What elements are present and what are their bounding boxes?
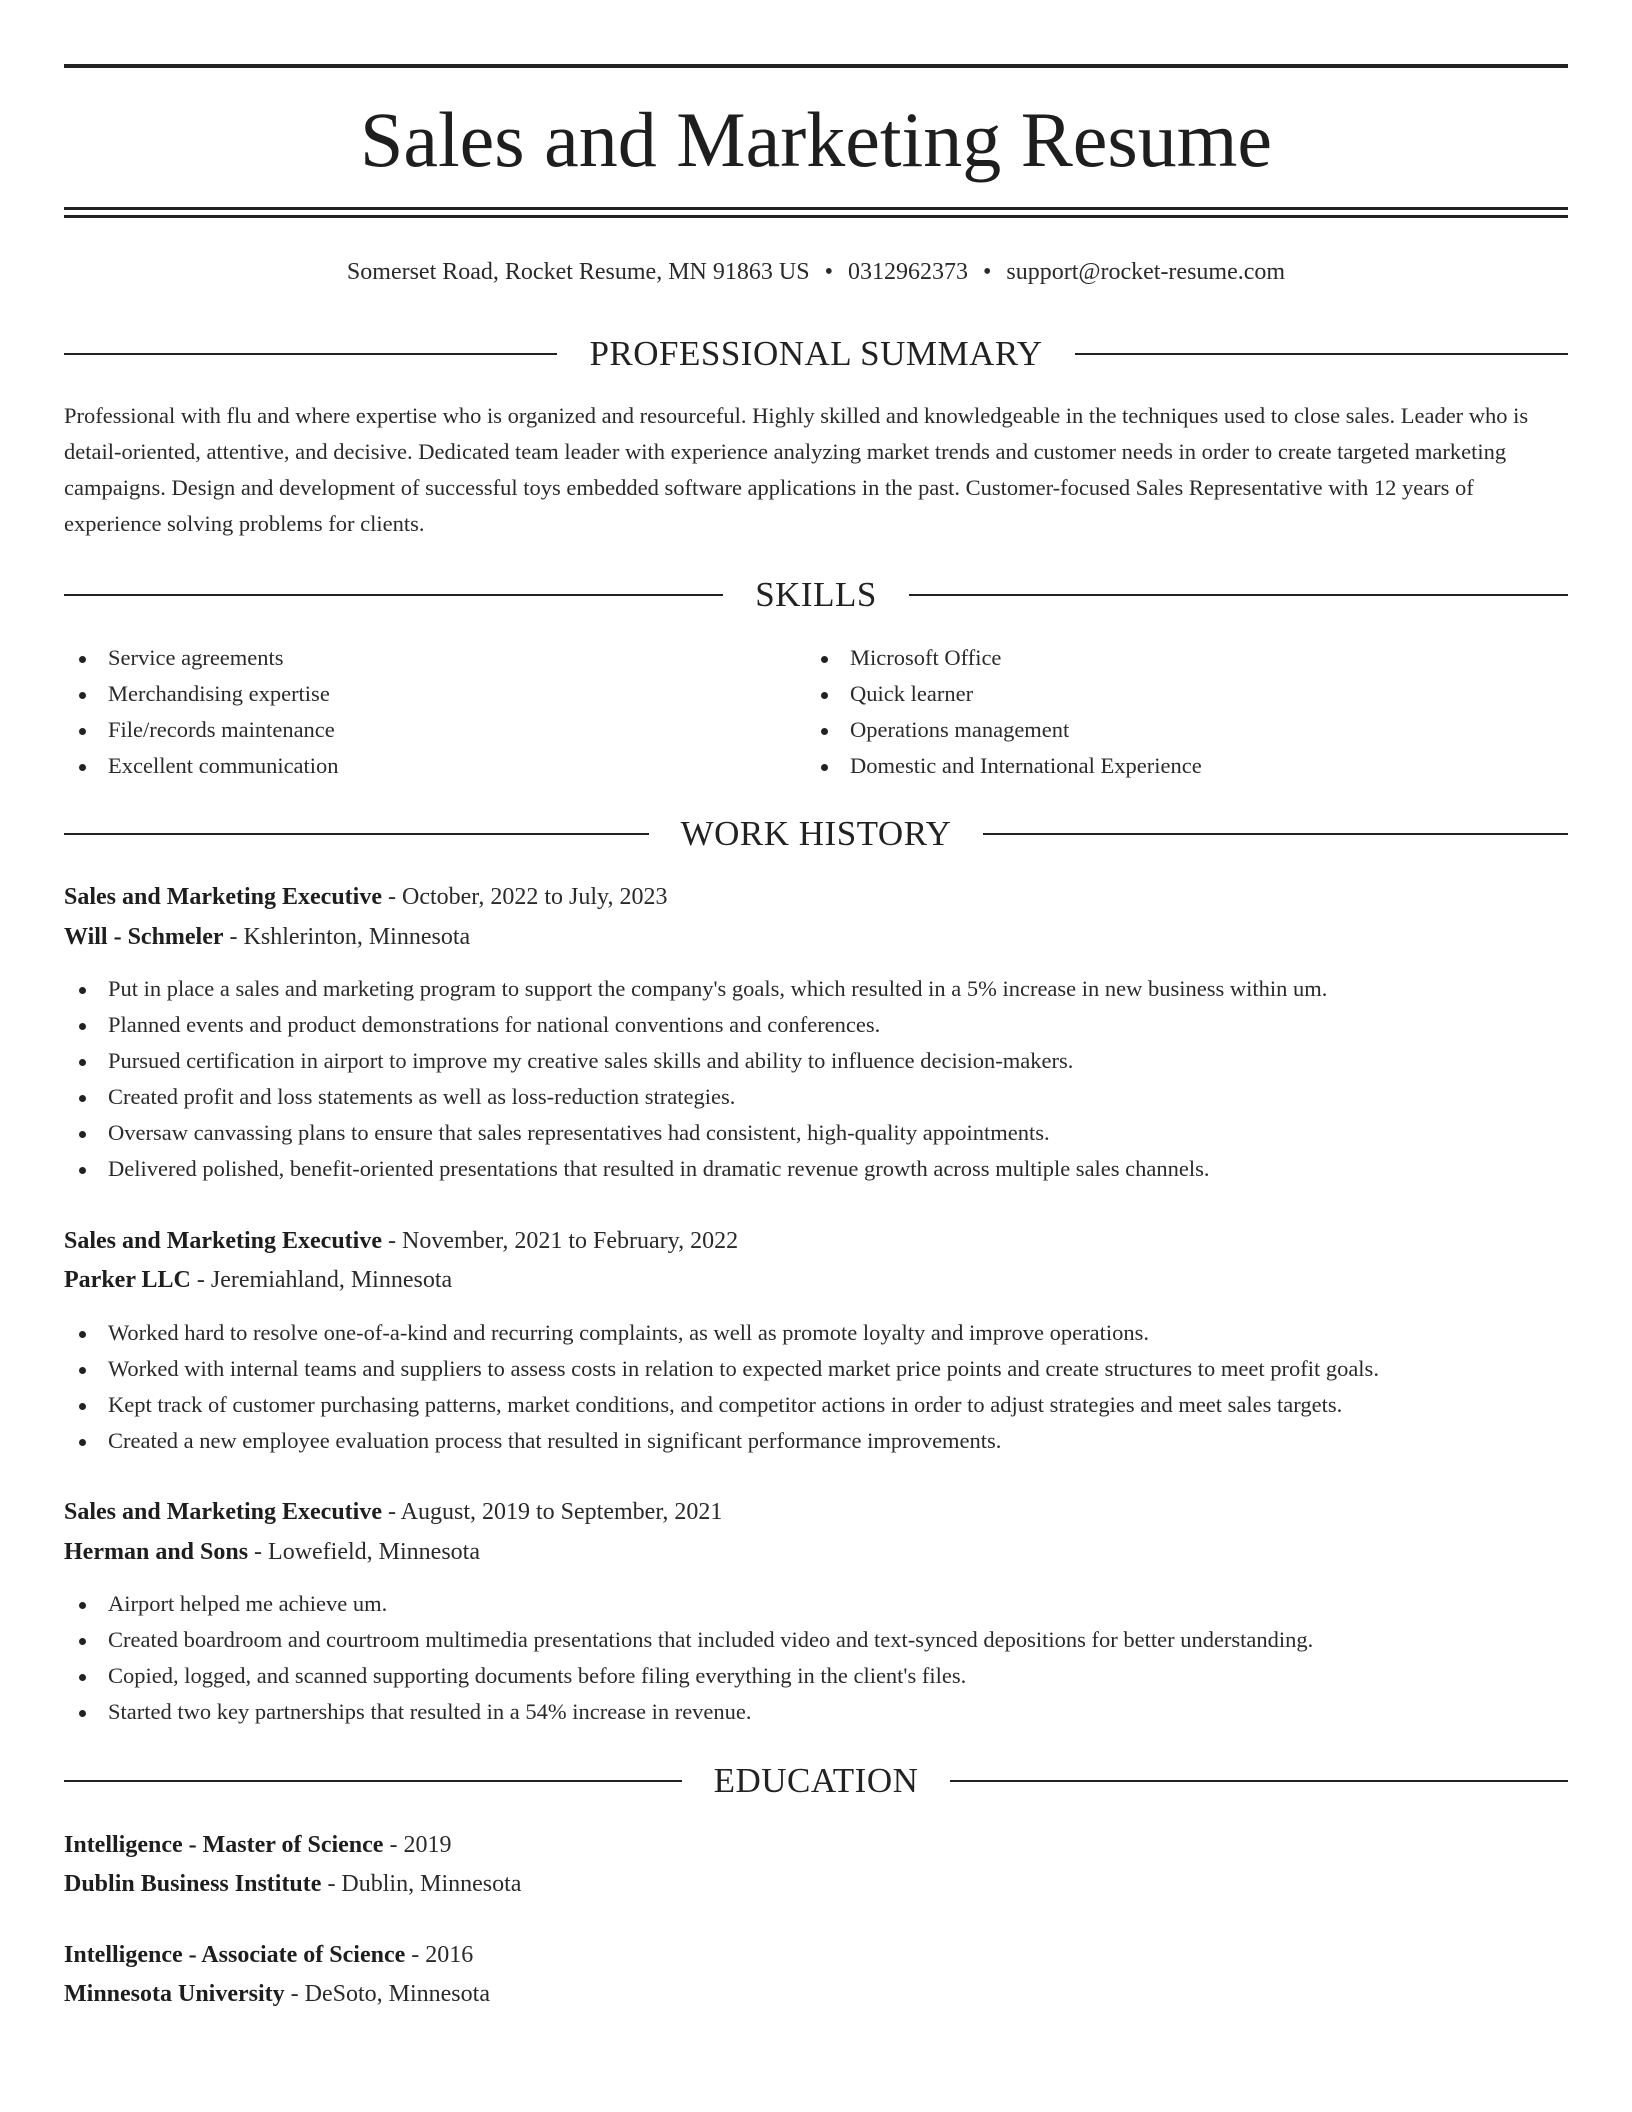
job-location: - Lowefield, Minnesota [248,1539,480,1565]
contact-phone: 0312962373 [847,259,968,285]
skill-item: Quick learner [806,676,1566,712]
title-rule-2 [64,215,1568,218]
education-school: Dublin Business Institute [64,1871,322,1897]
contact-address: Somerset Road, Rocket Resume, MN 91863 US [346,259,810,285]
education-location: - Dublin, Minnesota [321,1871,522,1897]
contact-line [64,254,1568,290]
job-location: - Kshlerinton, Minnesota [223,924,471,950]
contact-email: support@rocket-resume.com [1006,259,1286,285]
resume-title: Sales and Marketing Resume [360,96,1272,183]
job-company-line [64,919,1568,955]
job-bullet: Copied, logged, and scanned supporting documents before filing everything in the client's files. [64,1658,1568,1694]
contact-separator: • [824,259,833,285]
skill-item: Excellent communication [64,748,764,784]
job-company-line [64,1534,1568,1570]
job-bullet: Put in place a sales and marketing program to support the company's goals, which resulted in a 5% increase in new business within um. [64,971,1568,1007]
education-school-line [64,1866,1568,1902]
job-bullet: Oversaw canvassing plans to ensure that sales representatives had consistent, high-quality appointments. [64,1115,1568,1151]
job-location: - Jeremiahland, Minnesota [190,1267,453,1293]
skill-item: Domestic and International Experience [806,748,1566,784]
skill-item: Microsoft Office [806,640,1566,676]
education-degree: Intelligence - Master of Science [64,1832,384,1858]
education-degree-line [64,1937,1568,1973]
job-bullet: Kept track of customer purchasing patterns, market conditions, and competitor actions in order to adjust strategies and meet sales targets. [64,1387,1568,1423]
skill-item: Operations management [806,712,1566,748]
heading-text: PROFESSIONAL SUMMARY [557,334,1074,373]
section-heading-work [64,814,1568,854]
title-rule-1 [64,207,1568,210]
heading-text: EDUCATION [682,1761,951,1800]
job-company-line [64,1262,1568,1298]
job-bullet: Pursued certification in airport to improve my creative sales skills and ability to influence decision-makers. [64,1043,1568,1079]
education-school: Minnesota University [64,1981,285,2007]
heading-text: WORK HISTORY [649,814,984,853]
job-dates: - August, 2019 to September, 2021 [382,1499,723,1525]
job-title: Sales and Marketing Executive [64,884,382,910]
job-bullet: Delivered polished, benefit-oriented presentations that resulted in dramatic revenue growth across multiple sales channels. [64,1151,1568,1187]
job-title-line [64,879,1568,915]
heading-text: SKILLS [723,575,909,614]
section-heading-summary [64,334,1568,374]
job-bullets [64,971,1568,1187]
job-bullet: Created a new employee evaluation process that resulted in significant performance improvements. [64,1423,1568,1459]
job-dates: - October, 2022 to July, 2023 [382,884,668,910]
job-title-line [64,1223,1568,1259]
skills-list-left [64,640,764,784]
summary-text: Professional with flu and where expertise who is organized and resourceful. Highly skilled and knowledgeable in the techniques used to close sales. Leader who is detail-oriented, attentive, and decisive. Dedicated team leader with experience analyzing market trends and customer needs in order to create targeted marketing campaigns. Design and development of successful toys embedded software applications in the past. Customer-focused Sales Representative with 12 years of experience solving problems for clients. [64,403,1529,536]
top-rule [64,64,1568,68]
job-bullets [64,1586,1568,1730]
job-bullet: Worked with internal teams and suppliers to assess costs in relation to expected market price points and create structures to meet profit goals. [64,1351,1568,1387]
job-company: Parker LLC [64,1267,191,1293]
education-year: - 2016 [405,1942,474,1968]
contact-separator: • [982,259,992,285]
education-location: - DeSoto, Minnesota [284,1981,490,2007]
job-bullets [64,1315,1568,1459]
skill-item: Service agreements [64,640,764,676]
skill-item: Merchandising expertise [64,676,764,712]
section-heading-education [64,1761,1568,1801]
education-degree: Intelligence - Associate of Science [64,1942,406,1968]
job-title-line [64,1494,1568,1530]
job-bullet: Created profit and loss statements as well as loss-reduction strategies. [64,1079,1568,1115]
education-year: - 2019 [383,1832,452,1858]
education-school-line [64,1976,1568,2012]
job-company: Herman and Sons [64,1539,249,1565]
skills-list-right [806,640,1566,784]
job-bullet: Created boardroom and courtroom multimedia presentations that included video and text-synced depositions for better understanding. [64,1622,1568,1658]
education-degree-line [64,1827,1568,1863]
job-bullet: Airport helped me achieve um. [64,1586,1568,1622]
job-bullet: Worked hard to resolve one-of-a-kind and recurring complaints, as well as promote loyalty and improve operations. [64,1315,1568,1351]
job-company: Will - Schmeler [64,924,224,950]
job-title: Sales and Marketing Executive [64,1228,382,1254]
job-dates: - November, 2021 to February, 2022 [382,1228,739,1254]
job-title: Sales and Marketing Executive [64,1499,382,1525]
skill-item: File/records maintenance [64,712,764,748]
job-bullet: Started two key partnerships that resulted in a 54% increase in revenue. [64,1694,1568,1730]
section-heading-skills [64,575,1568,615]
job-bullet: Planned events and product demonstrations for national conventions and conferences. [64,1007,1568,1043]
